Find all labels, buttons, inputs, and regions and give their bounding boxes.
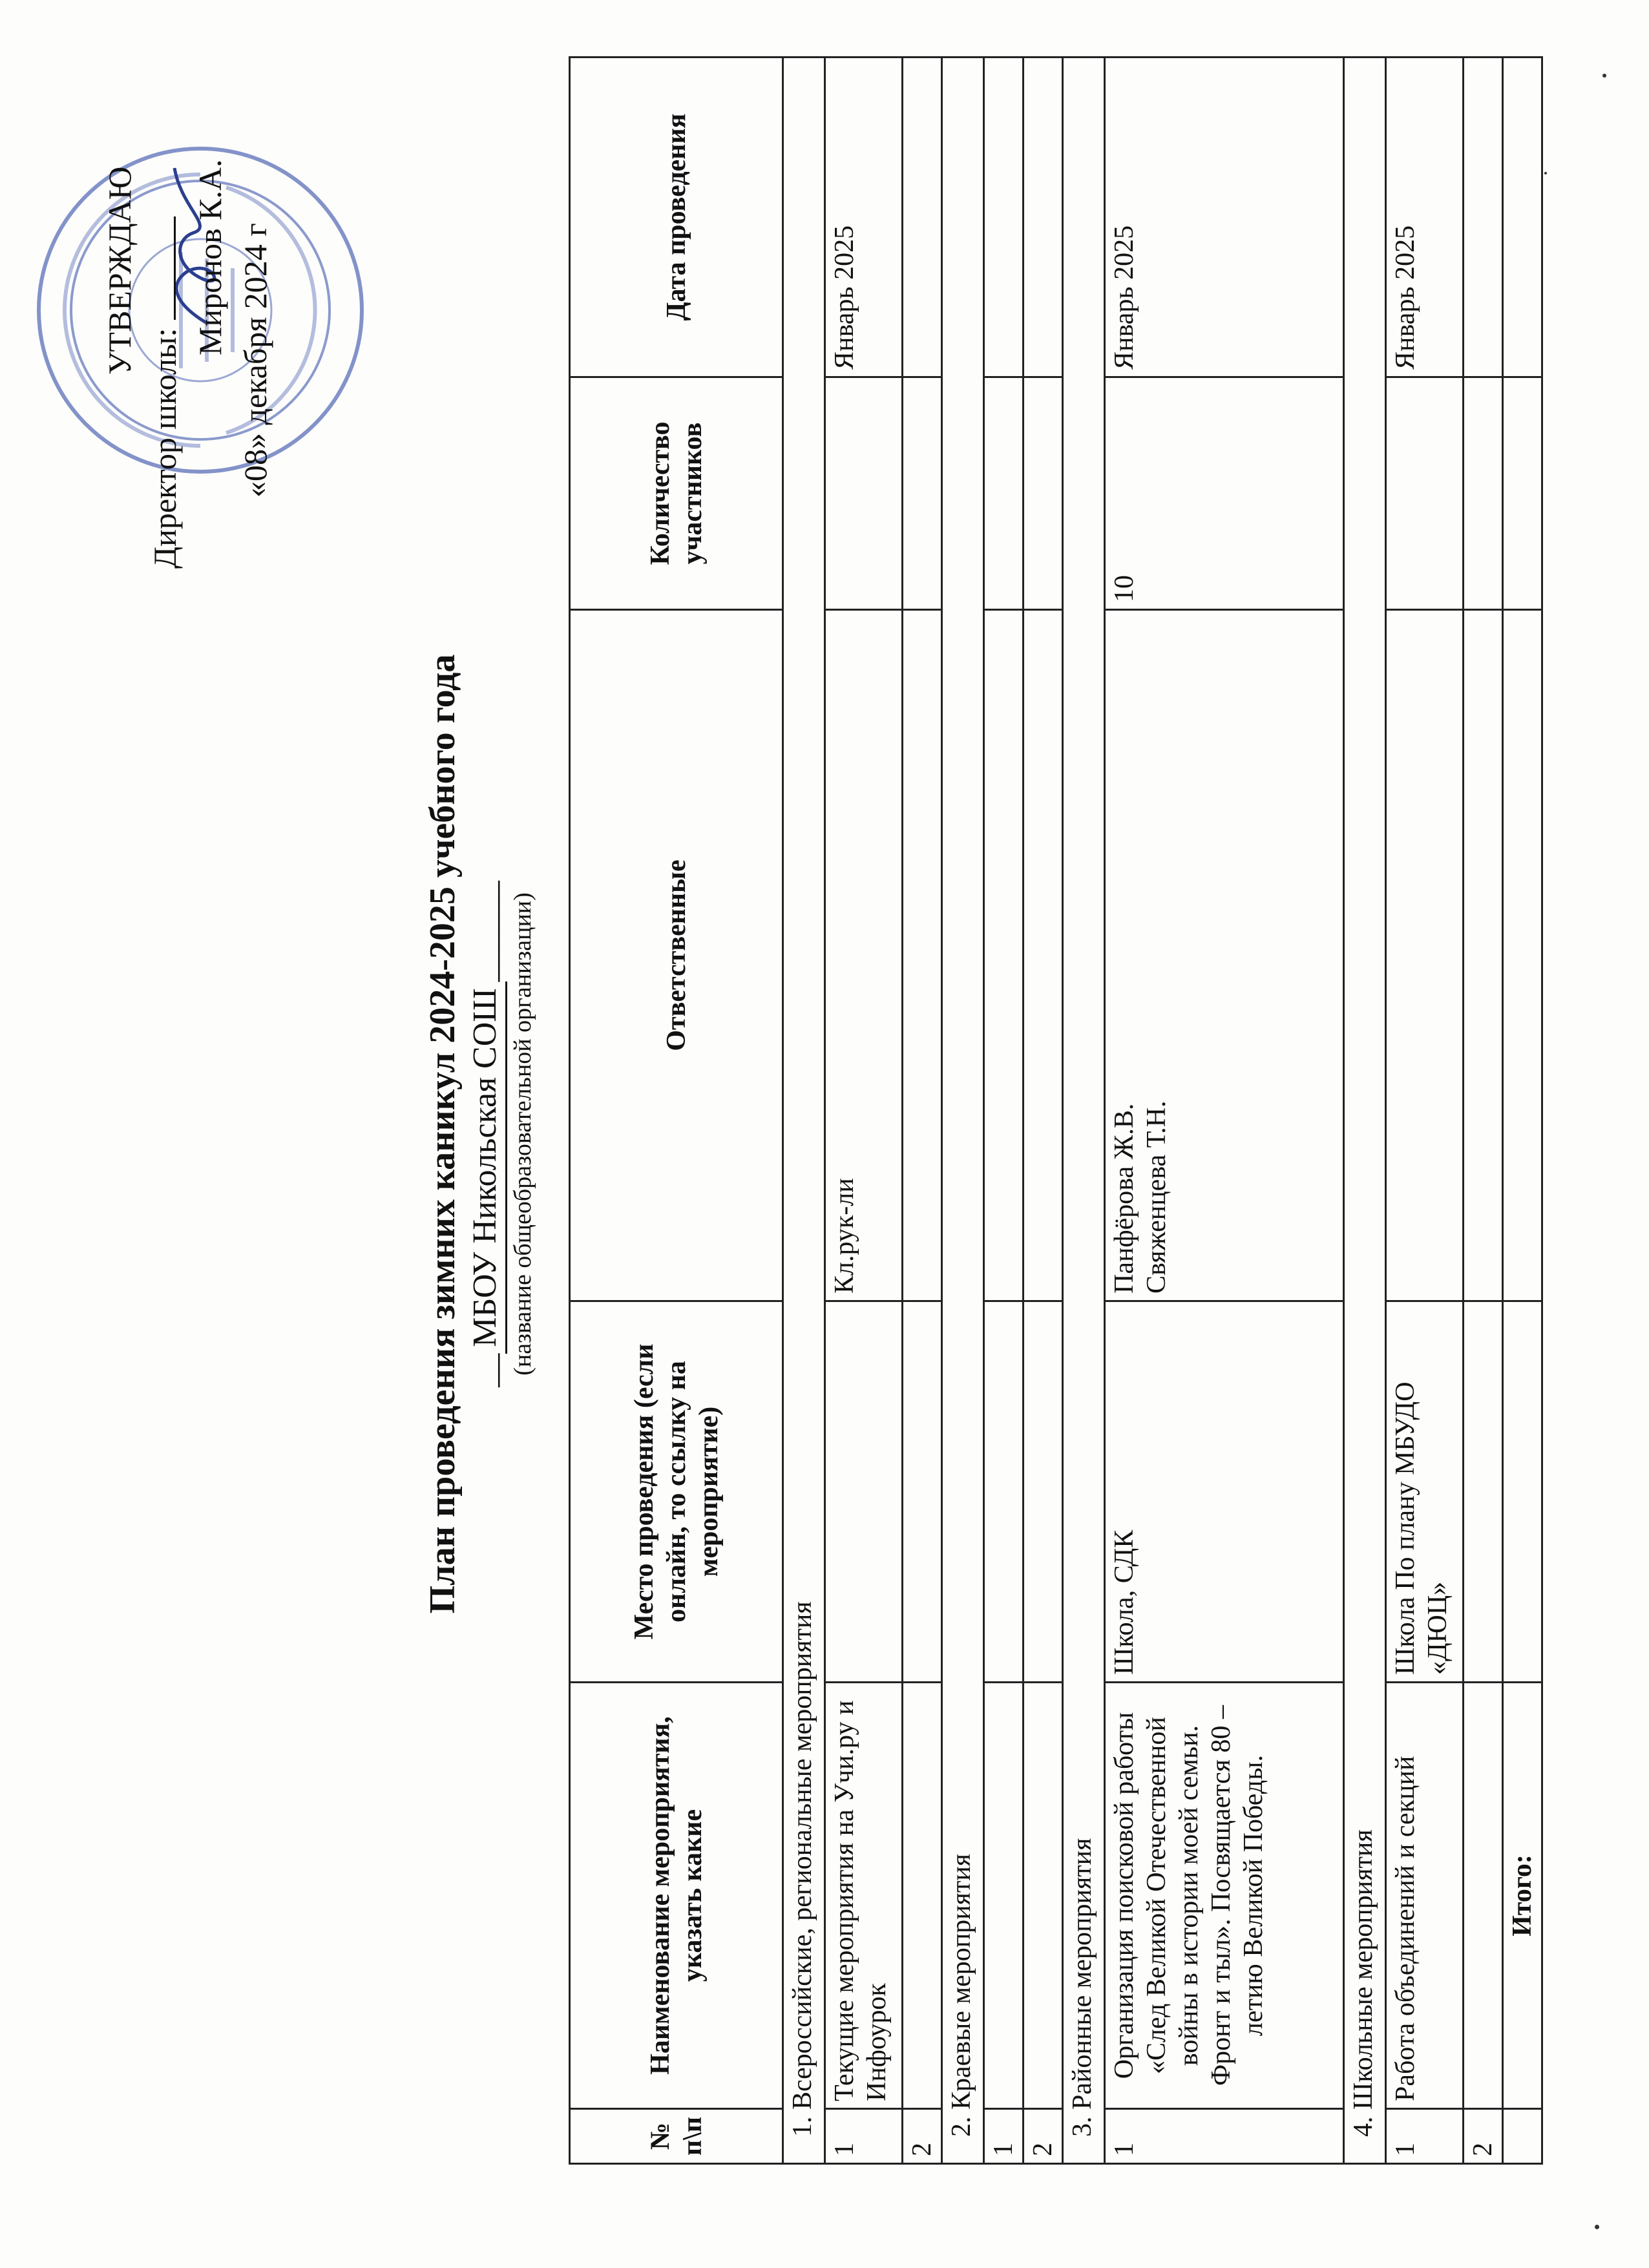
cell-date: Январь 2025	[1386, 58, 1464, 377]
approval-block	[97, 116, 278, 569]
table-row	[1105, 58, 1344, 2164]
cell-event-name	[1464, 1683, 1503, 2109]
section-title: 1. Всероссийские, региональные мероприятия	[783, 58, 825, 2164]
table-row	[1386, 58, 1464, 2164]
cell-date	[1024, 58, 1063, 377]
cell-place	[1464, 1301, 1503, 1683]
cell-participants	[1386, 377, 1464, 610]
scan-speck	[1602, 74, 1606, 78]
cell-number	[1503, 2109, 1542, 2164]
cell-place	[984, 1301, 1024, 1683]
section-title: 4. Школьные мероприятия	[1344, 58, 1386, 2164]
cell-event-name	[984, 1683, 1024, 2109]
section-row	[1063, 58, 1105, 2164]
cell-participants	[1464, 377, 1503, 610]
approval-name: Миронов К.А.	[192, 159, 228, 355]
approval-date-day: «08»	[237, 433, 273, 498]
total-row	[1503, 58, 1542, 2164]
cell-event-name	[1024, 1683, 1063, 2109]
header-place: Место проведения (если онлайн, то ссылку на мероприятие)	[570, 1301, 783, 1683]
title-org: МБОУ Никольская СОШ	[465, 982, 507, 1353]
section-title: 2. Краевые мероприятия	[942, 58, 984, 2164]
cell-date	[1503, 58, 1542, 377]
table-row	[903, 58, 942, 2164]
cell-place	[825, 1301, 903, 1683]
table-row	[1464, 58, 1503, 2164]
cell-place	[903, 1301, 942, 1683]
approval-role: Директор школы:	[147, 328, 183, 569]
cell-number: 2	[1024, 2109, 1063, 2164]
cell-place	[1503, 1301, 1542, 1683]
document-title	[420, 0, 538, 2268]
cell-place: Школа, СДК	[1105, 1301, 1344, 1683]
cell-participants	[1503, 377, 1542, 610]
cell-number: 1	[1105, 2109, 1344, 2164]
section-row	[942, 58, 984, 2164]
table-row	[825, 58, 903, 2164]
cell-participants	[903, 377, 942, 610]
cell-place	[1024, 1301, 1063, 1683]
signature-line	[145, 216, 176, 320]
title-org-caption: (название общеобразовательной организации)	[509, 892, 536, 1376]
section-row	[783, 58, 825, 2164]
cell-responsible	[984, 610, 1024, 1301]
cell-responsible: Панфёрова Ж.В. Свяженцева Т.Н.	[1105, 610, 1344, 1301]
section-title: 3. Районные мероприятия	[1063, 58, 1105, 2164]
approval-date-rest: декабря 2024 г	[237, 223, 273, 425]
header-date: Дата проведения	[570, 58, 783, 377]
table-header-row	[570, 58, 783, 2164]
cell-participants	[825, 377, 903, 610]
title-org-line: __МБОУ Никольская СОШ______	[465, 0, 507, 2268]
cell-date: Январь 2025	[1105, 58, 1344, 377]
cell-number: 1	[984, 2109, 1024, 2164]
cell-participants	[984, 377, 1024, 610]
total-label: Итого:	[1503, 1683, 1542, 2109]
cell-number: 1	[825, 2109, 903, 2164]
title-main: План проведения зимних каникул 2024-2025 учебного года	[423, 654, 463, 1614]
cell-responsible	[1024, 610, 1063, 1301]
cell-responsible: Кл.рук-ли	[825, 610, 903, 1301]
cell-participants: 10	[1105, 377, 1344, 610]
cell-responsible	[903, 610, 942, 1301]
cell-participants	[1024, 377, 1063, 610]
table-row	[1024, 58, 1063, 2164]
header-number: №п\п	[570, 2109, 783, 2164]
cell-date: Январь 2025	[825, 58, 903, 377]
cell-event-name: Текущие мероприятия на Учи.ру и Инфоурок	[825, 1683, 903, 2109]
section-row	[1344, 58, 1386, 2164]
cell-date	[984, 58, 1024, 377]
plan-table	[569, 56, 1543, 2165]
header-event-name: Наименование мероприятия, указать какие	[570, 1683, 783, 2109]
cell-place: Школа По плану МБУДО «ДЮЦ»	[1386, 1301, 1464, 1683]
cell-event-name	[903, 1683, 942, 2109]
cell-number: 2	[1464, 2109, 1503, 2164]
cell-date	[1464, 58, 1503, 377]
cell-number: 2	[903, 2109, 942, 2164]
table-row	[984, 58, 1024, 2164]
header-responsible: Ответственные	[570, 610, 783, 1301]
scan-speck	[1595, 2225, 1599, 2229]
cell-number: 1	[1386, 2109, 1464, 2164]
cell-responsible	[1464, 610, 1503, 1301]
cell-responsible	[1386, 610, 1464, 1301]
header-participants: Количество участников	[570, 377, 783, 610]
cell-event-name: Работа объединений и секций	[1386, 1683, 1464, 2109]
cell-responsible	[1503, 610, 1542, 1301]
approval-word: УТВЕРЖДАЮ	[101, 166, 138, 375]
cell-event-name: Организация поисковой работы «След Великой Отечественной войны в истории моей семьи. Фронт и тыл». Посвящается 80 – летию Великой Победы.	[1105, 1683, 1344, 2109]
scan-speck	[1544, 172, 1547, 174]
cell-date	[903, 58, 942, 377]
